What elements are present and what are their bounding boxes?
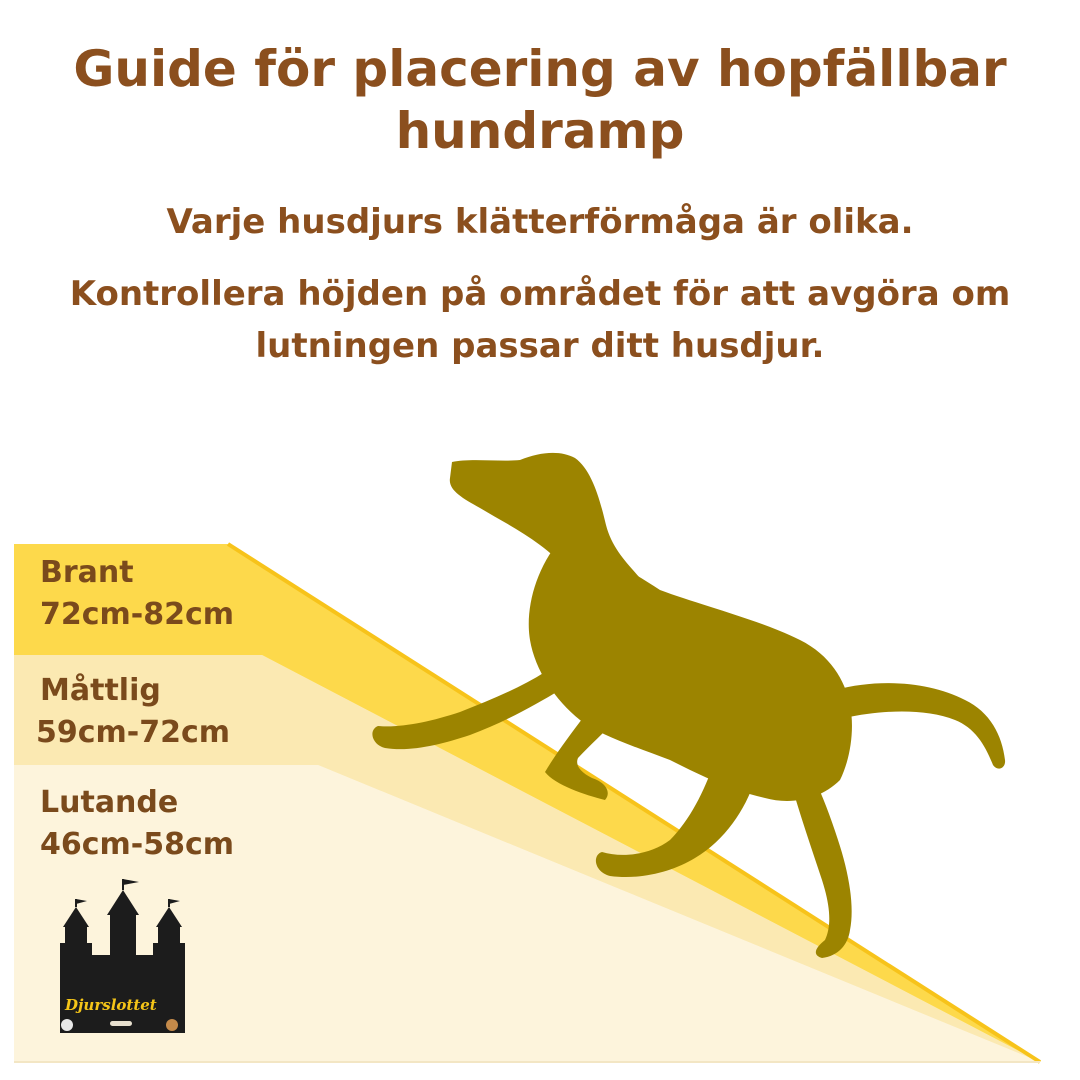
zone-lutande-range: 46cm-58cm (40, 827, 235, 862)
zone-brant-label (40, 552, 234, 636)
zone-lutande-label (40, 782, 234, 866)
subtitle-line-2: Kontrollera höjden på området för att avgöra om lutningen passar ditt husdjur. (69, 274, 1011, 366)
zone-mattlig-range: 59cm-72cm (36, 715, 231, 750)
zone-brant-name: Brant (40, 555, 134, 590)
page-title: Guide för placering av hopfällbar hundramp (73, 40, 1007, 160)
subtitle-line-1: Varje husdjurs klätterförmåga är olika. (166, 202, 914, 242)
logo-text: Djurslottet (65, 996, 157, 1014)
zone-brant-range: 72cm-82cm (40, 597, 235, 632)
zone-mattlig-name: Måttlig (40, 673, 161, 708)
zone-lutande-name: Lutande (40, 785, 179, 820)
zone-mattlig-label (36, 670, 231, 754)
